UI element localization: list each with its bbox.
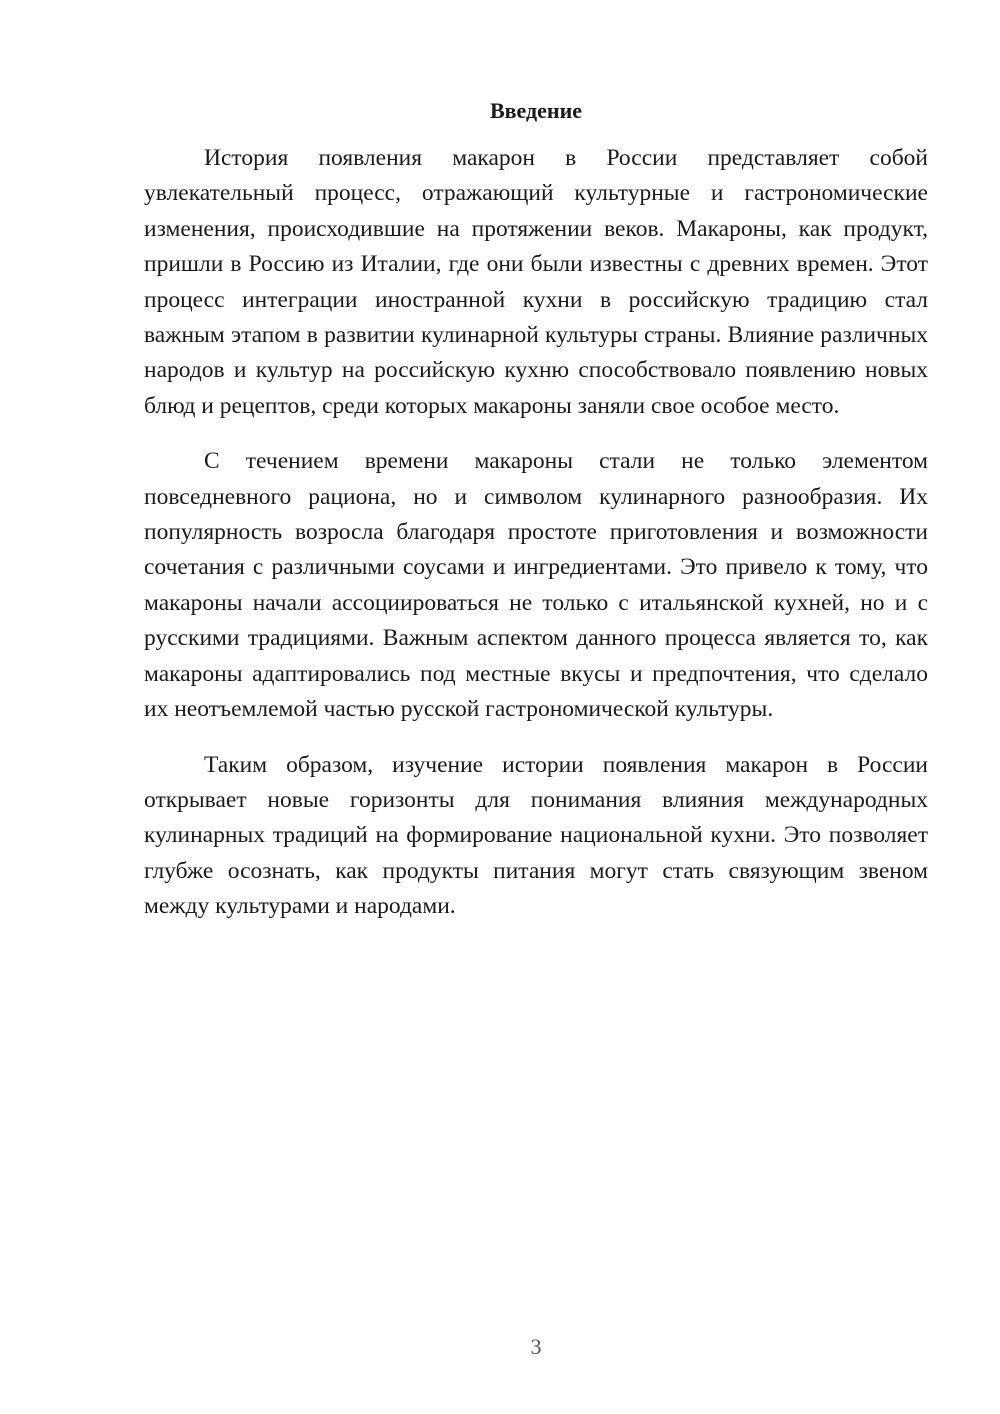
paragraph-2: С течением времени макароны стали не только элементом повседневного рациона, но и символом кулинарного разнообразия. Их популярность возросла благодаря простоте приготовления и возможности сочетания с различными соусами и ингредиентами. Это привело к тому, что макароны начали ассоциироваться не только с итальянской кухней, но и с русскими традициями. Важным аспектом данного процесса является то, как макароны адаптировались под местные вкусы и предпочтения, что сделало их неотъемлемой частью русской гастрономической культуры. <box>144 448 928 723</box>
paragraph-1: История появления макарон в России представляет собой увлекательный процесс, отражающий культурные и гастрономические изменения, происходившие на протяжении веков. Макароны, как продукт, пришли в Россию из Италии, где они были известны с древних времен. Этот процесс интеграции иностранной кухни в российскую традицию стал важным этапом в развитии кулинарной культуры страны. Влияние различных народов и культур на российскую кухню способствовало появлению новых блюд и рецептов, среди которых макароны заняли свое особое место. <box>144 145 928 419</box>
body-text <box>144 141 928 945</box>
section-heading: Введение <box>489 98 583 123</box>
page-number: 3 <box>530 1334 542 1359</box>
paragraph-3: Таким образом, изучение истории появления макарон в России открывает новые горизонты для понимания влияния международных кулинарных традиций на формирование национальной кухни. Это позволяет глубже осознать, как продукты питания могут стать связующим звеном между культурами и народами. <box>144 751 928 920</box>
